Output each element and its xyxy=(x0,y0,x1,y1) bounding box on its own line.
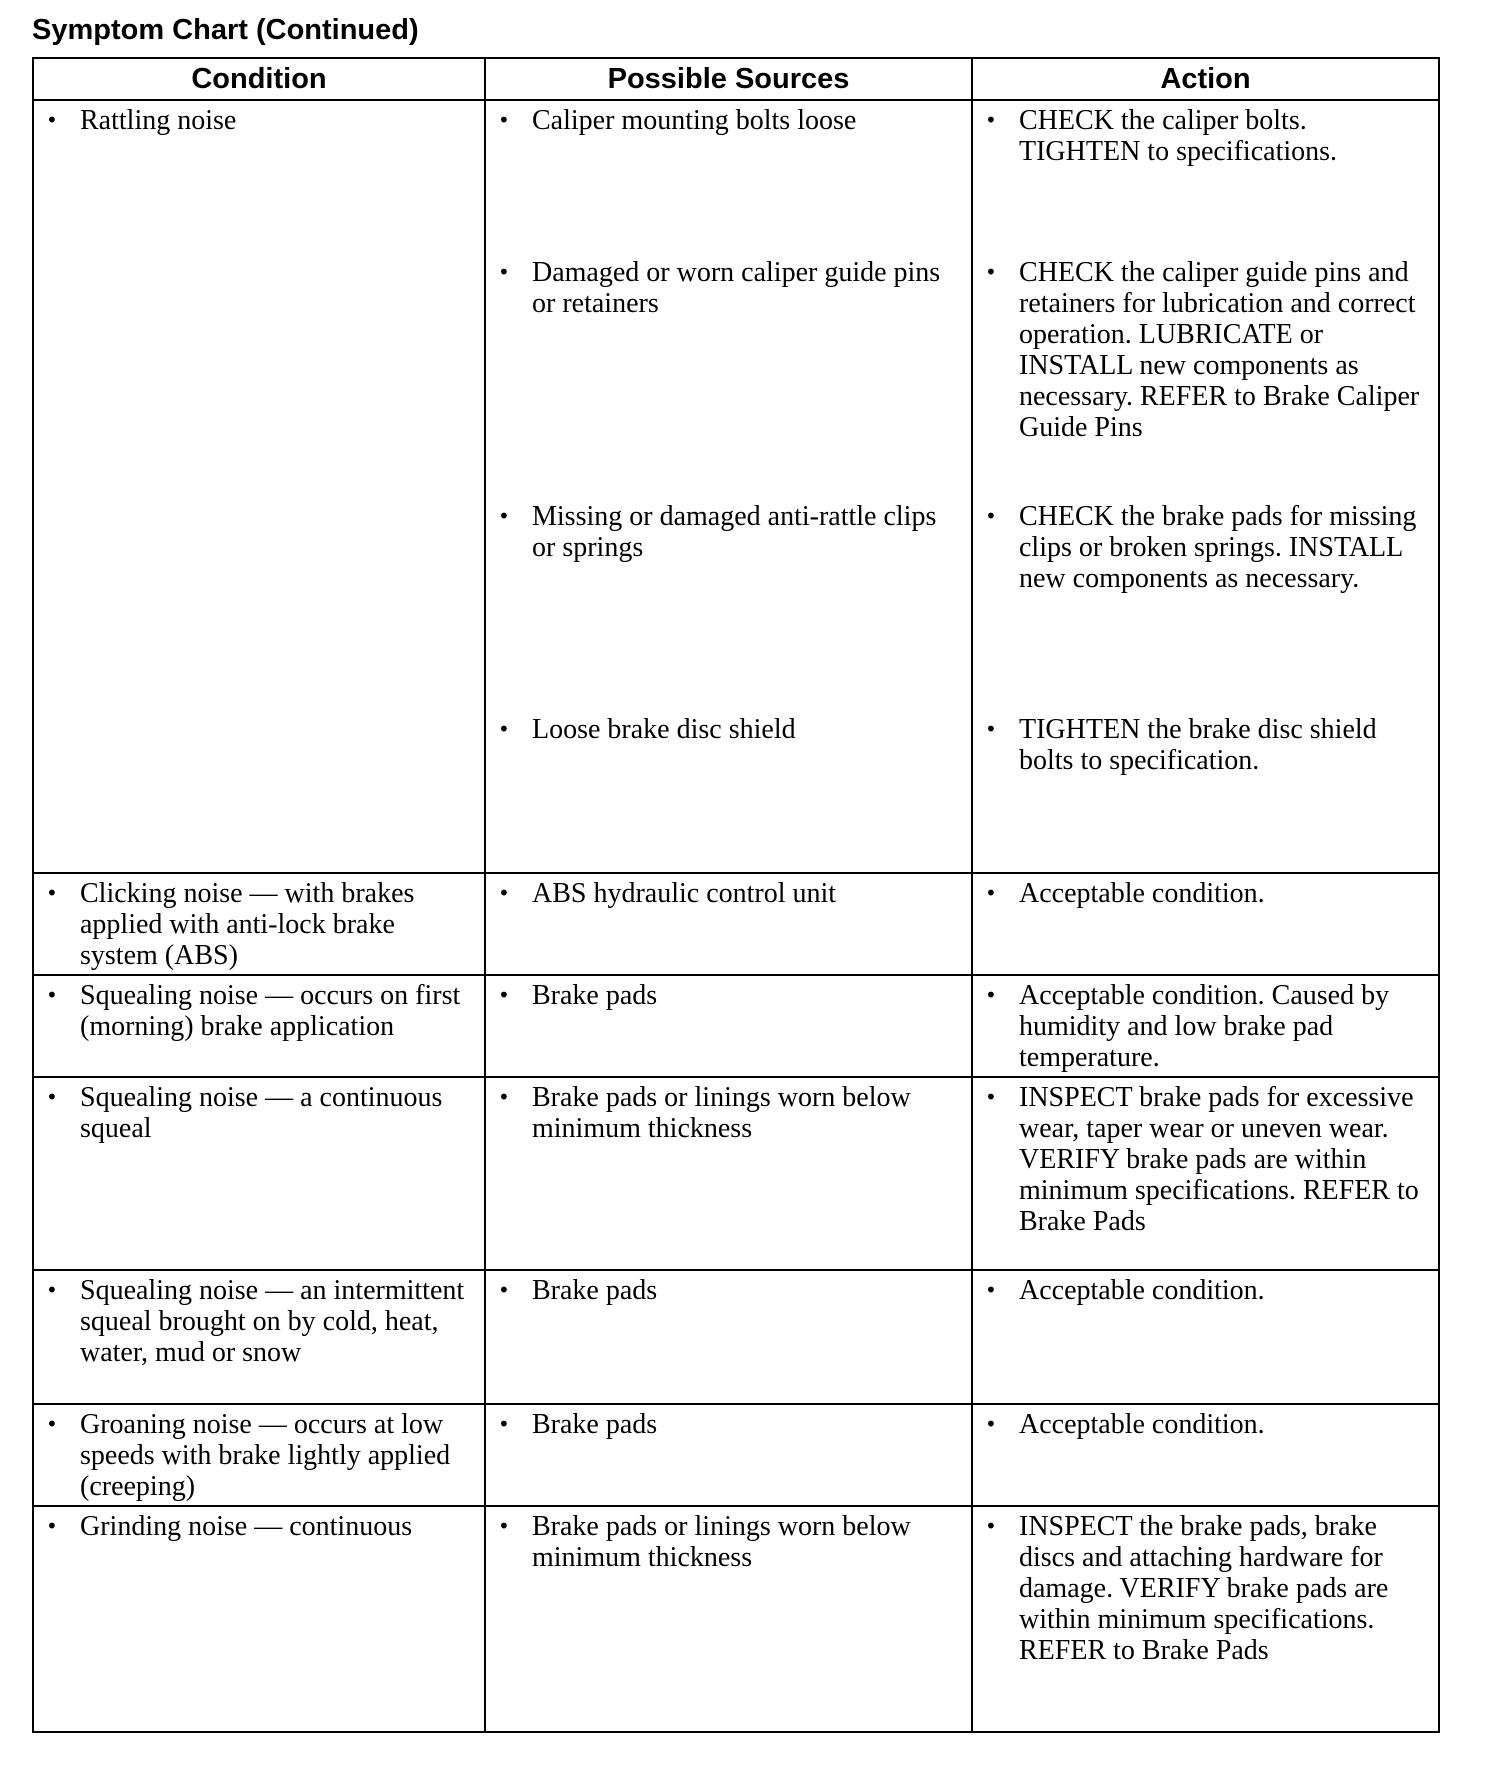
action-text: Acceptable condition. xyxy=(1019,1275,1265,1306)
source-text: ABS hydraulic control unit xyxy=(532,878,837,909)
bullet-icon: • xyxy=(985,108,997,132)
bullet-icon: • xyxy=(985,881,997,905)
table-row xyxy=(33,873,1439,975)
table-row xyxy=(33,1077,1439,1270)
source-text: Brake pads xyxy=(532,1409,658,1440)
bullet-icon: • xyxy=(985,1412,997,1436)
bullet-icon: • xyxy=(498,717,510,741)
bullet-icon: • xyxy=(498,504,510,528)
bullet-icon: • xyxy=(498,983,510,1007)
sources-cell xyxy=(485,100,972,873)
bullet-icon: • xyxy=(46,1514,58,1538)
condition-text: Groaning noise — occurs at low speeds with brake lightly applied (creeping) xyxy=(80,1409,451,1502)
bullet-icon: • xyxy=(46,881,58,905)
bullet-icon: • xyxy=(985,1085,997,1109)
sources-cell xyxy=(485,1506,972,1732)
action-cell xyxy=(972,975,1439,1077)
action-text: TIGHTEN the brake disc shield bolts to specification. xyxy=(1019,714,1377,776)
action-text: Acceptable condition. xyxy=(1019,1409,1265,1440)
condition-cell xyxy=(33,1270,485,1404)
bullet-icon: • xyxy=(498,260,510,284)
bullet-icon: • xyxy=(498,1412,510,1436)
source-text: Brake pads or linings worn below minimum thickness xyxy=(532,1511,911,1573)
action-cell xyxy=(972,1506,1439,1732)
bullet-icon: • xyxy=(498,1085,510,1109)
condition-text: Rattling noise xyxy=(80,105,237,136)
source-text: Damaged or worn caliper guide pins or retainers xyxy=(532,257,941,319)
bullet-icon: • xyxy=(985,504,997,528)
header-possible-sources: Possible Sources xyxy=(485,58,972,100)
table-row xyxy=(33,1506,1439,1732)
action-text: CHECK the brake pads for missing clips or broken springs. INSTALL new components as necessary. xyxy=(1019,501,1417,594)
sources-cell xyxy=(485,1404,972,1506)
table-row xyxy=(33,1270,1439,1404)
sources-cell xyxy=(485,1270,972,1404)
condition-text: Clicking noise — with brakes applied with anti-lock brake system (ABS) xyxy=(80,878,415,971)
condition-text: Grinding noise — continuous xyxy=(80,1511,413,1542)
sources-cell xyxy=(485,975,972,1077)
condition-cell xyxy=(33,100,485,873)
condition-text: Squealing noise — a continuous squeal xyxy=(80,1082,443,1144)
action-text: Acceptable condition. Caused by humidity and low brake pad temperature. xyxy=(1019,980,1390,1073)
source-text: Caliper mounting bolts loose xyxy=(532,105,857,136)
header-condition: Condition xyxy=(33,58,485,100)
symptom-table xyxy=(32,57,1440,1733)
bullet-icon: • xyxy=(498,881,510,905)
bullet-icon: • xyxy=(985,1514,997,1538)
source-text: Loose brake disc shield xyxy=(532,714,796,745)
action-text: CHECK the caliper bolts. TIGHTEN to specifications. xyxy=(1019,105,1338,167)
table-row xyxy=(33,100,1439,873)
action-text: CHECK the caliper guide pins and retainers for lubrication and correct operation. LUBRICATE or INSTALL new components as necessary. REFER to Brake Caliper Guide Pins xyxy=(1019,257,1420,443)
action-cell xyxy=(972,1404,1439,1506)
condition-text: Squealing noise — an intermittent squeal brought on by cold, heat, water, mud or snow xyxy=(80,1275,465,1368)
action-text: INSPECT brake pads for excessive wear, taper wear or uneven wear. VERIFY brake pads are within minimum specifications. REFER to Brake Pads xyxy=(1019,1082,1419,1237)
condition-cell xyxy=(33,975,485,1077)
action-text: INSPECT the brake pads, brake discs and attaching hardware for damage. VERIFY brake pads are within minimum specifications. REFER to Brake Pads xyxy=(1019,1511,1389,1666)
bullet-icon: • xyxy=(985,983,997,1007)
bullet-icon: • xyxy=(498,1514,510,1538)
action-cell xyxy=(972,873,1439,975)
bullet-icon: • xyxy=(985,717,997,741)
bullet-icon: • xyxy=(498,1278,510,1302)
action-text: Acceptable condition. xyxy=(1019,878,1265,909)
action-cell xyxy=(972,100,1439,873)
action-cell xyxy=(972,1270,1439,1404)
condition-text: Squealing noise — occurs on first (morning) brake application xyxy=(80,980,461,1042)
sources-cell xyxy=(485,1077,972,1270)
source-text: Brake pads xyxy=(532,1275,658,1306)
table-row xyxy=(33,1404,1439,1506)
action-cell xyxy=(972,1077,1439,1270)
condition-cell xyxy=(33,873,485,975)
bullet-icon: • xyxy=(46,1412,58,1436)
source-text: Brake pads or linings worn below minimum thickness xyxy=(532,1082,911,1144)
condition-cell xyxy=(33,1506,485,1732)
source-text: Brake pads xyxy=(532,980,658,1011)
bullet-icon: • xyxy=(985,1278,997,1302)
sources-cell xyxy=(485,873,972,975)
bullet-icon: • xyxy=(498,108,510,132)
bullet-icon: • xyxy=(46,983,58,1007)
bullet-icon: • xyxy=(46,1278,58,1302)
bullet-icon: • xyxy=(46,1085,58,1109)
header-action: Action xyxy=(972,58,1439,100)
condition-cell xyxy=(33,1404,485,1506)
page-title: Symptom Chart (Continued) xyxy=(32,14,419,46)
bullet-icon: • xyxy=(985,260,997,284)
bullet-icon: • xyxy=(46,108,58,132)
condition-cell xyxy=(33,1077,485,1270)
source-text: Missing or damaged anti-rattle clips or springs xyxy=(532,501,937,563)
table-header-row xyxy=(33,58,1439,100)
table-row xyxy=(33,975,1439,1077)
